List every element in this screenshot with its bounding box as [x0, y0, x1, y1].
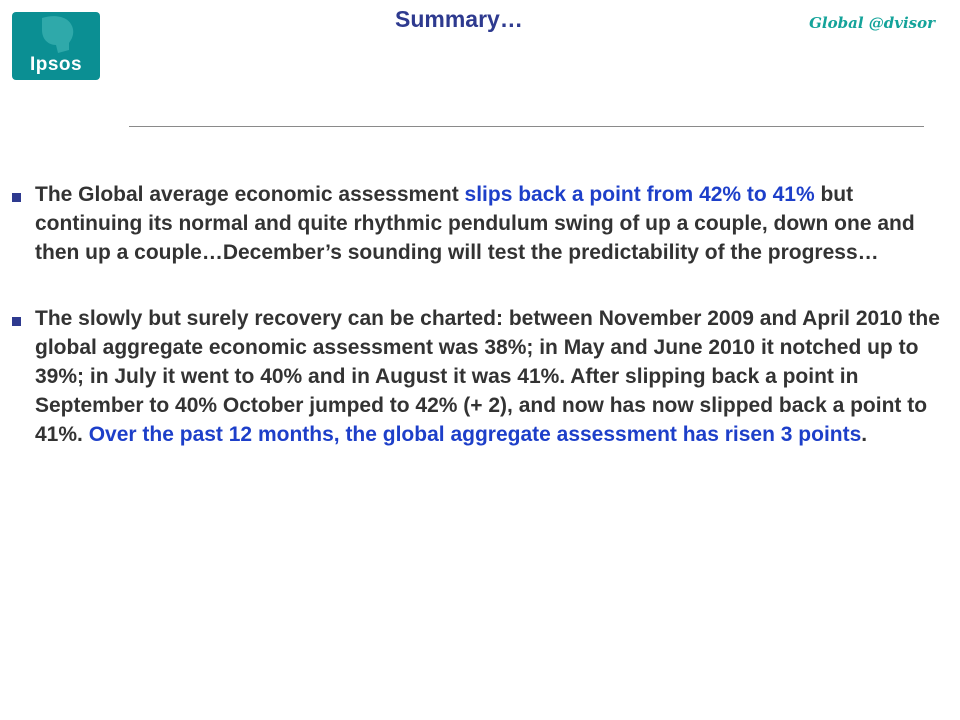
text-segment: The slowly but surely recovery can be charted: between November 2009 and April 2010 the global aggregate economic assessment was 38%; in May and June 2010 it notched up to 39%; in July it went to 40% and in August it was 41%. After slipping back a point in September to 40% October jumped to 42% (+ 2), and now has now slipped back a point to 41%. — [35, 307, 940, 446]
header-divider — [129, 126, 924, 127]
bullet-square-icon — [12, 193, 21, 202]
brand-label: Global @dvisor — [809, 14, 935, 32]
ipsos-logo — [12, 12, 100, 80]
text-segment: . — [861, 423, 868, 446]
text-segment: The Global average economic assessment — [35, 183, 465, 206]
bullet-item — [10, 304, 945, 449]
highlighted-text: slips back a point from 42% to 41% — [464, 183, 815, 206]
page-title: Summary… — [395, 6, 523, 32]
bullet-text — [35, 307, 940, 446]
bullet-item — [10, 180, 945, 267]
logo-wordmark: Ipsos — [29, 54, 83, 75]
bullet-square-icon — [12, 317, 21, 326]
text-segment: but continuing its normal and quite rhythmic pendulum swing of up a couple, down one and then up a couple…December’s sounding will test the predictability of the progress… — [35, 183, 915, 264]
highlighted-text: Over the past 12 months, the global aggregate assessment has risen 3 points — [88, 423, 862, 446]
bullet-text — [35, 183, 915, 264]
summary-bullet-list — [10, 180, 945, 486]
